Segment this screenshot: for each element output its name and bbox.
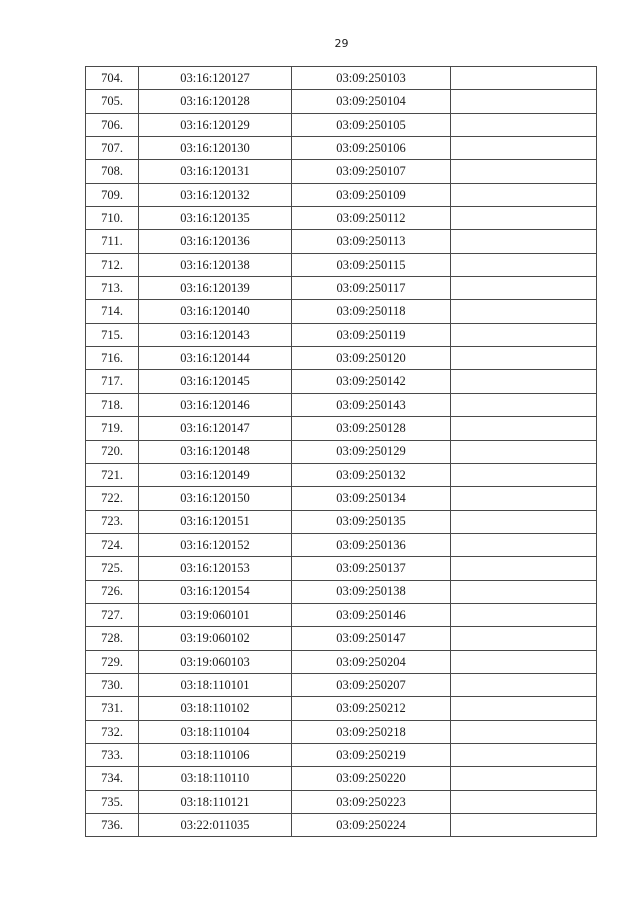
reference-cell: 03:09:250103 xyxy=(292,67,451,90)
table-row xyxy=(86,720,597,743)
row-number-cell: 725. xyxy=(86,557,139,580)
table-row xyxy=(86,370,597,393)
empty-cell xyxy=(451,393,597,416)
table-row xyxy=(86,603,597,626)
empty-cell xyxy=(451,300,597,323)
empty-cell xyxy=(451,67,597,90)
code-cell: 03:16:120127 xyxy=(139,67,292,90)
code-cell: 03:16:120147 xyxy=(139,417,292,440)
empty-cell xyxy=(451,743,597,766)
code-cell: 03:18:110110 xyxy=(139,767,292,790)
table-row xyxy=(86,743,597,766)
table-row xyxy=(86,417,597,440)
code-cell: 03:19:060102 xyxy=(139,627,292,650)
row-number-cell: 726. xyxy=(86,580,139,603)
empty-cell xyxy=(451,580,597,603)
code-cell: 03:16:120145 xyxy=(139,370,292,393)
empty-cell xyxy=(451,510,597,533)
reference-cell: 03:09:250220 xyxy=(292,767,451,790)
table-row xyxy=(86,300,597,323)
reference-cell: 03:09:250204 xyxy=(292,650,451,673)
reference-cell: 03:09:250137 xyxy=(292,557,451,580)
reference-cell: 03:09:250105 xyxy=(292,113,451,136)
code-cell: 03:16:120153 xyxy=(139,557,292,580)
row-number-cell: 708. xyxy=(86,160,139,183)
empty-cell xyxy=(451,533,597,556)
empty-cell xyxy=(451,347,597,370)
code-cell: 03:16:120148 xyxy=(139,440,292,463)
row-number-cell: 732. xyxy=(86,720,139,743)
row-number-cell: 715. xyxy=(86,323,139,346)
empty-cell xyxy=(451,790,597,813)
row-number-cell: 736. xyxy=(86,814,139,837)
row-number-cell: 706. xyxy=(86,113,139,136)
empty-cell xyxy=(451,673,597,696)
code-cell: 03:16:120130 xyxy=(139,137,292,160)
code-cell: 03:16:120151 xyxy=(139,510,292,533)
empty-cell xyxy=(451,440,597,463)
empty-cell xyxy=(451,720,597,743)
row-number-cell: 735. xyxy=(86,790,139,813)
table-row xyxy=(86,673,597,696)
empty-cell xyxy=(451,557,597,580)
table-row xyxy=(86,697,597,720)
reference-cell: 03:09:250109 xyxy=(292,183,451,206)
row-number-cell: 711. xyxy=(86,230,139,253)
empty-cell xyxy=(451,230,597,253)
table-row xyxy=(86,533,597,556)
row-number-cell: 705. xyxy=(86,90,139,113)
reference-cell: 03:09:250136 xyxy=(292,533,451,556)
table-row xyxy=(86,230,597,253)
code-cell: 03:22:011035 xyxy=(139,814,292,837)
row-number-cell: 734. xyxy=(86,767,139,790)
reference-cell: 03:09:250104 xyxy=(292,90,451,113)
code-cell: 03:16:120140 xyxy=(139,300,292,323)
code-cell: 03:16:120143 xyxy=(139,323,292,346)
reference-cell: 03:09:250207 xyxy=(292,673,451,696)
code-cell: 03:16:120128 xyxy=(139,90,292,113)
row-number-cell: 721. xyxy=(86,463,139,486)
code-cell: 03:16:120131 xyxy=(139,160,292,183)
empty-cell xyxy=(451,767,597,790)
table-row xyxy=(86,650,597,673)
code-cell: 03:16:120144 xyxy=(139,347,292,370)
reference-cell: 03:09:250118 xyxy=(292,300,451,323)
row-number-cell: 730. xyxy=(86,673,139,696)
row-number-cell: 709. xyxy=(86,183,139,206)
row-number-cell: 729. xyxy=(86,650,139,673)
table-row xyxy=(86,557,597,580)
row-number-cell: 731. xyxy=(86,697,139,720)
empty-cell xyxy=(451,160,597,183)
table-row xyxy=(86,487,597,510)
row-number-cell: 714. xyxy=(86,300,139,323)
reference-cell: 03:09:250112 xyxy=(292,207,451,230)
row-number-cell: 710. xyxy=(86,207,139,230)
reference-cell: 03:09:250129 xyxy=(292,440,451,463)
reference-cell: 03:09:250134 xyxy=(292,487,451,510)
table-row xyxy=(86,113,597,136)
reference-cell: 03:09:250115 xyxy=(292,253,451,276)
row-number-cell: 723. xyxy=(86,510,139,533)
table-row xyxy=(86,580,597,603)
table-row xyxy=(86,67,597,90)
row-number-cell: 733. xyxy=(86,743,139,766)
table-row xyxy=(86,510,597,533)
table-row xyxy=(86,183,597,206)
table-row xyxy=(86,160,597,183)
table-row xyxy=(86,767,597,790)
row-number-cell: 727. xyxy=(86,603,139,626)
table-row xyxy=(86,463,597,486)
code-cell: 03:16:120138 xyxy=(139,253,292,276)
table-row xyxy=(86,814,597,837)
reference-cell: 03:09:250224 xyxy=(292,814,451,837)
reference-cell: 03:09:250128 xyxy=(292,417,451,440)
empty-cell xyxy=(451,487,597,510)
table-row xyxy=(86,440,597,463)
code-cell: 03:16:120139 xyxy=(139,277,292,300)
empty-cell xyxy=(451,697,597,720)
empty-cell xyxy=(451,814,597,837)
table-row xyxy=(86,790,597,813)
empty-cell xyxy=(451,650,597,673)
reference-cell: 03:09:250113 xyxy=(292,230,451,253)
reference-cell: 03:09:250212 xyxy=(292,697,451,720)
code-cell: 03:18:110102 xyxy=(139,697,292,720)
empty-cell xyxy=(451,90,597,113)
empty-cell xyxy=(451,207,597,230)
row-number-cell: 728. xyxy=(86,627,139,650)
empty-cell xyxy=(451,323,597,346)
code-cell: 03:19:060103 xyxy=(139,650,292,673)
row-number-cell: 722. xyxy=(86,487,139,510)
empty-cell xyxy=(451,253,597,276)
reference-cell: 03:09:250142 xyxy=(292,370,451,393)
code-cell: 03:16:120150 xyxy=(139,487,292,510)
empty-cell xyxy=(451,627,597,650)
code-cell: 03:18:110121 xyxy=(139,790,292,813)
table-row xyxy=(86,347,597,370)
code-cell: 03:16:120136 xyxy=(139,230,292,253)
reference-cell: 03:09:250138 xyxy=(292,580,451,603)
row-number-cell: 704. xyxy=(86,67,139,90)
code-cell: 03:18:110101 xyxy=(139,673,292,696)
row-number-cell: 712. xyxy=(86,253,139,276)
reference-cell: 03:09:250119 xyxy=(292,323,451,346)
empty-cell xyxy=(451,277,597,300)
reference-cell: 03:09:250219 xyxy=(292,743,451,766)
table-row xyxy=(86,90,597,113)
empty-cell xyxy=(451,113,597,136)
row-number-cell: 716. xyxy=(86,347,139,370)
reference-cell: 03:09:250117 xyxy=(292,277,451,300)
code-cell: 03:19:060101 xyxy=(139,603,292,626)
reference-cell: 03:09:250218 xyxy=(292,720,451,743)
code-cell: 03:16:120149 xyxy=(139,463,292,486)
table-row xyxy=(86,277,597,300)
row-number-cell: 720. xyxy=(86,440,139,463)
empty-cell xyxy=(451,183,597,206)
reference-cell: 03:09:250135 xyxy=(292,510,451,533)
empty-cell xyxy=(451,417,597,440)
table-body xyxy=(86,67,597,837)
page-number: 29 xyxy=(334,37,349,50)
row-number-cell: 713. xyxy=(86,277,139,300)
code-cell: 03:16:120152 xyxy=(139,533,292,556)
row-number-cell: 707. xyxy=(86,137,139,160)
table-row xyxy=(86,253,597,276)
empty-cell xyxy=(451,463,597,486)
table-row xyxy=(86,393,597,416)
row-number-cell: 718. xyxy=(86,393,139,416)
reference-cell: 03:09:250106 xyxy=(292,137,451,160)
data-table xyxy=(85,66,597,837)
reference-cell: 03:09:250147 xyxy=(292,627,451,650)
row-number-cell: 717. xyxy=(86,370,139,393)
empty-cell xyxy=(451,603,597,626)
code-cell: 03:16:120154 xyxy=(139,580,292,603)
row-number-cell: 724. xyxy=(86,533,139,556)
reference-cell: 03:09:250132 xyxy=(292,463,451,486)
table-row xyxy=(86,137,597,160)
empty-cell xyxy=(451,370,597,393)
row-number-cell: 719. xyxy=(86,417,139,440)
table-row xyxy=(86,207,597,230)
code-cell: 03:16:120129 xyxy=(139,113,292,136)
reference-cell: 03:09:250120 xyxy=(292,347,451,370)
code-cell: 03:16:120146 xyxy=(139,393,292,416)
code-cell: 03:18:110104 xyxy=(139,720,292,743)
code-cell: 03:16:120135 xyxy=(139,207,292,230)
reference-cell: 03:09:250223 xyxy=(292,790,451,813)
table-row xyxy=(86,627,597,650)
code-cell: 03:16:120132 xyxy=(139,183,292,206)
reference-cell: 03:09:250143 xyxy=(292,393,451,416)
code-cell: 03:18:110106 xyxy=(139,743,292,766)
empty-cell xyxy=(451,137,597,160)
reference-cell: 03:09:250107 xyxy=(292,160,451,183)
table-row xyxy=(86,323,597,346)
reference-cell: 03:09:250146 xyxy=(292,603,451,626)
